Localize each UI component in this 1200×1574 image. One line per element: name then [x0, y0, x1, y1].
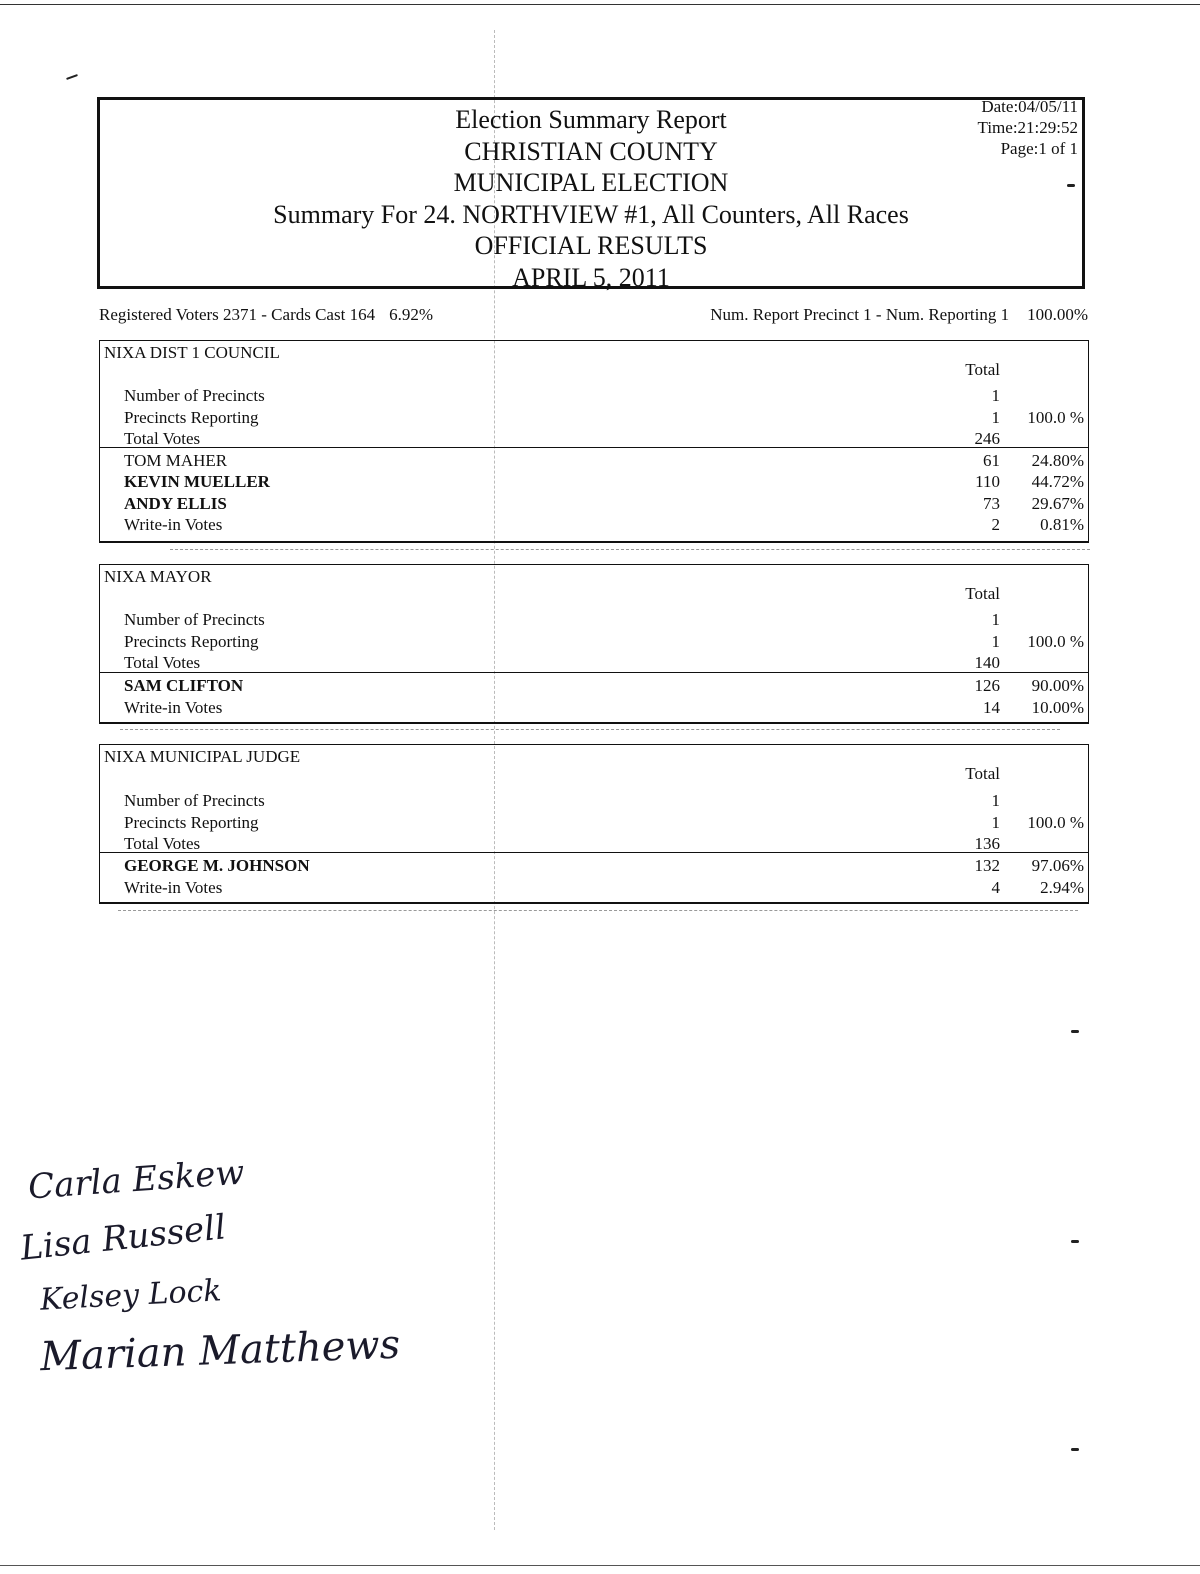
candidate-name: SAM CLIFTON — [124, 676, 244, 695]
stat-value: 246 — [974, 429, 1000, 448]
candidate-row — [100, 878, 1088, 900]
precinct-reporting-summary — [710, 305, 1088, 325]
candidate-pct: 29.67% — [1031, 494, 1084, 513]
race-municipal-judge — [99, 744, 1089, 904]
candidate-votes: 14 — [983, 698, 1000, 717]
stat-label: Total Votes — [124, 429, 201, 448]
scan-dash-line — [118, 910, 1078, 911]
candidate-pct: 10.00% — [1031, 698, 1084, 717]
candidate-row — [100, 494, 1088, 516]
stat-label: Total Votes — [124, 653, 201, 672]
stat-label: Precincts Reporting — [124, 632, 259, 651]
stat-row — [100, 632, 1088, 654]
scan-speck — [1071, 1448, 1079, 1451]
stat-row — [100, 408, 1088, 430]
candidate-votes: 126 — [974, 676, 1000, 695]
candidate-name: Write-in Votes — [124, 698, 223, 717]
election-name: MUNICIPAL ELECTION — [453, 168, 729, 197]
page-number: Page:1 of 1 — [1000, 139, 1078, 158]
stat-pct: 100.0 % — [1027, 813, 1084, 832]
handwritten-signature: Marian Matthews — [39, 1321, 401, 1381]
report-header — [97, 97, 1085, 292]
race-title: NIXA MUNICIPAL JUDGE — [104, 747, 301, 766]
candidate-name: KEVIN MUELLER — [124, 472, 270, 491]
scan-edge-top — [0, 4, 1200, 5]
candidate-votes: 61 — [983, 451, 1000, 470]
stat-value: 1 — [991, 813, 1000, 832]
candidate-row — [100, 698, 1088, 720]
turnout-pct: 6.92% — [389, 305, 433, 324]
scan-speck — [1071, 1030, 1079, 1033]
race-mayor — [99, 564, 1089, 724]
race-divider — [100, 447, 1088, 448]
reporting-pct: 100.00% — [1027, 305, 1088, 324]
stat-label: Number of Precincts — [124, 386, 265, 405]
handwritten-signature: Kelsey Lock — [39, 1273, 223, 1318]
stat-value: 136 — [974, 834, 1000, 853]
race-council — [99, 340, 1089, 543]
candidate-row — [100, 451, 1088, 473]
stat-value: 1 — [991, 610, 1000, 629]
race-divider — [100, 672, 1088, 673]
candidate-votes: 73 — [983, 494, 1000, 513]
stat-label: Number of Precincts — [124, 791, 265, 810]
stat-value: 1 — [991, 408, 1000, 427]
handwritten-signature: Carla Eskew — [26, 1152, 246, 1208]
candidate-name: TOM MAHER — [124, 451, 228, 470]
candidate-votes: 110 — [975, 472, 1000, 491]
stat-label: Total Votes — [124, 834, 201, 853]
report-date: Date:04/05/11 — [981, 97, 1078, 116]
candidate-pct: 90.00% — [1031, 676, 1084, 695]
report-title: Election Summary Report — [455, 105, 727, 134]
scan-dash-line — [120, 729, 1060, 730]
registered-voters-text: Registered Voters 2371 - Cards Cast 164 — [99, 305, 376, 324]
race-title: NIXA MAYOR — [104, 567, 212, 586]
handwritten-signature: Lisa Russell — [18, 1207, 228, 1269]
candidate-name: ANDY ELLIS — [124, 494, 227, 513]
report-time: Time:21:29:52 — [977, 118, 1078, 137]
candidate-name: Write-in Votes — [124, 515, 223, 534]
stat-label: Number of Precincts — [124, 610, 265, 629]
stat-value: 1 — [991, 386, 1000, 405]
candidate-pct: 0.81% — [1040, 515, 1084, 534]
candidate-name: GEORGE M. JOHNSON — [124, 856, 310, 875]
stat-value: 1 — [991, 632, 1000, 651]
county-name: CHRISTIAN COUNTY — [464, 136, 718, 166]
candidate-pct: 2.94% — [1040, 878, 1084, 897]
scan-edge-bottom — [0, 1565, 1200, 1566]
stat-label: Precincts Reporting — [124, 408, 259, 427]
candidate-votes: 4 — [991, 878, 1000, 897]
registered-voters-summary — [99, 305, 433, 325]
report-meta — [978, 96, 1078, 159]
candidate-pct: 24.80% — [1031, 451, 1084, 470]
candidate-row — [100, 856, 1088, 878]
total-column-header: Total — [965, 584, 1000, 603]
total-column-header: Total — [965, 764, 1000, 783]
stat-row — [100, 610, 1088, 632]
race-title: NIXA DIST 1 COUNCIL — [104, 343, 280, 362]
candidate-row — [100, 676, 1088, 698]
scan-dash-line — [170, 549, 1090, 550]
stat-pct: 100.0 % — [1027, 632, 1084, 651]
candidate-votes: 132 — [974, 856, 1000, 875]
stat-label: Precincts Reporting — [124, 813, 259, 832]
stat-row — [100, 813, 1088, 835]
scan-speck — [66, 74, 78, 80]
report-title-block — [100, 104, 1082, 293]
stat-row — [100, 791, 1088, 813]
candidate-pct: 44.72% — [1031, 472, 1084, 491]
results-status: OFFICIAL RESULTS — [474, 231, 708, 260]
candidate-votes: 2 — [991, 515, 1000, 534]
stat-pct: 100.0 % — [1027, 408, 1084, 427]
total-column-header: Total — [965, 360, 1000, 379]
scan-speck — [1071, 1240, 1079, 1243]
candidate-pct: 97.06% — [1031, 856, 1084, 875]
precinct-reporting-text: Num. Report Precinct 1 - Num. Reporting 1 — [710, 305, 1010, 324]
candidate-row — [100, 515, 1088, 537]
candidate-name: Write-in Votes — [124, 878, 223, 897]
candidate-row — [100, 472, 1088, 494]
stat-value: 1 — [991, 791, 1000, 810]
election-date: APRIL 5, 2011 — [512, 262, 670, 292]
race-divider — [100, 852, 1088, 853]
stat-row — [100, 386, 1088, 408]
stat-value: 140 — [974, 653, 1000, 672]
precinct-summary: Summary For 24. NORTHVIEW #1, All Counters, All Races — [273, 199, 909, 229]
